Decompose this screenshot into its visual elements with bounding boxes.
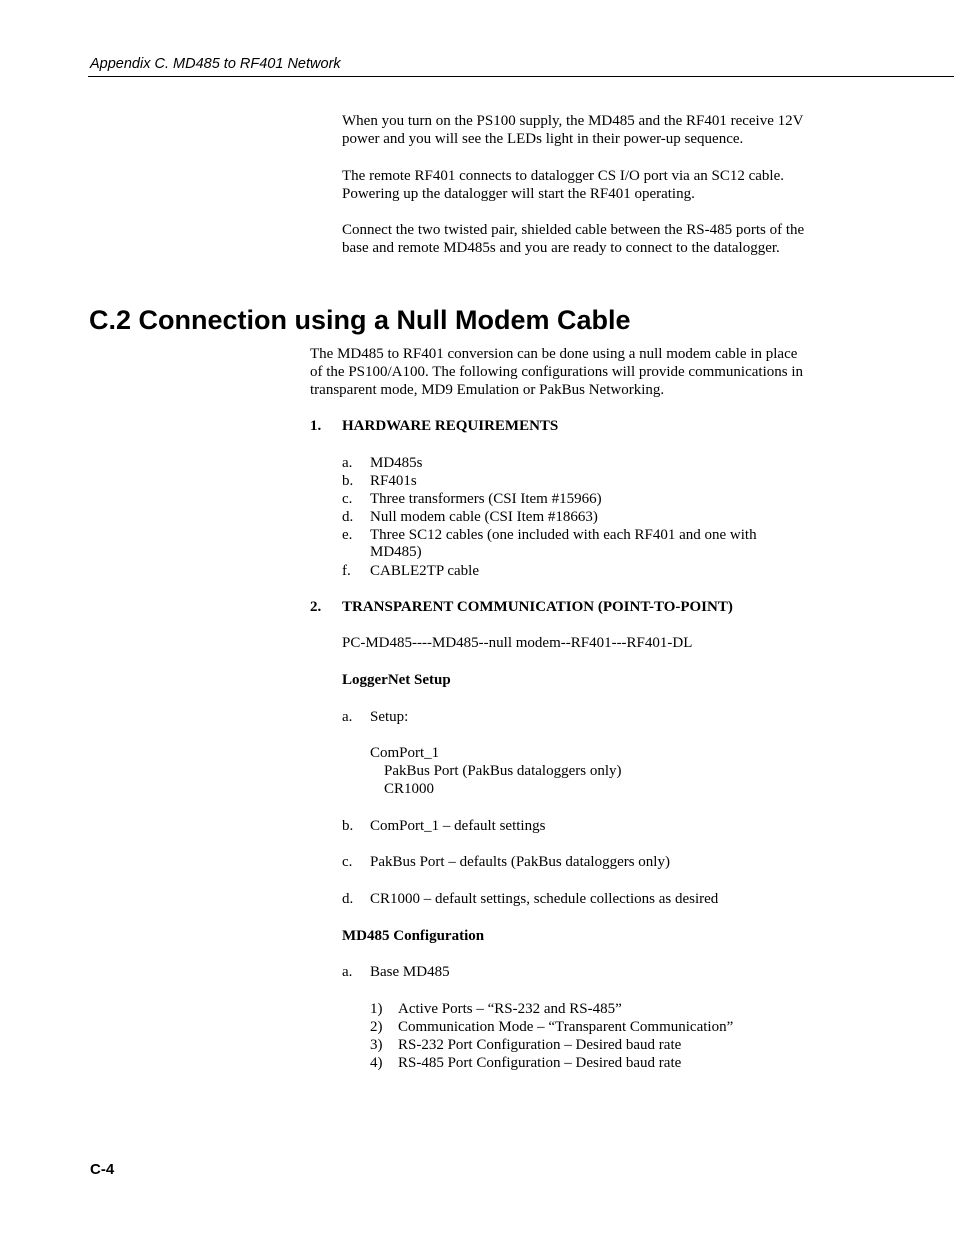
config-3-number: 3) (370, 1037, 383, 1053)
step-c: PakBus Port – defaults (PakBus dataloggers only) (370, 854, 670, 870)
hw-item-f-letter: f. (342, 563, 351, 579)
step-b-letter: b. (342, 818, 354, 834)
tree-pakbus-port: PakBus Port (PakBus dataloggers only) (384, 763, 622, 779)
intro-paragraph-3: Connect the two twisted pair, shielded cable between the RS-485 ports of the base and remote MD485s and you are ready to connect to the datalogger. (342, 222, 805, 257)
hw-item-e: Three SC12 cables (one included with each RF401 and one with (370, 527, 757, 543)
page-number: C-4 (90, 1161, 115, 1178)
config-4: RS-485 Port Configuration – Desired baud rate (398, 1055, 682, 1071)
tree-cr1000: CR1000 (384, 781, 435, 797)
hw-item-b: RF401s (370, 473, 417, 489)
hw-item-d-letter: d. (342, 509, 354, 525)
section-intro: The MD485 to RF401 conversion can be done using a null modem cable in place of the PS100/A100. The following configurations will provide communications in transparent mode, MD9 Emulation or PakBus Networking. (310, 346, 804, 399)
transparent-title: TRANSPARENT COMMUNICATION (POINT-TO-POINT) (342, 599, 733, 615)
hw-item-e-continued: MD485) (370, 544, 422, 560)
intro-paragraph-1: When you turn on the PS100 supply, the MD485 and the RF401 receive 12V power and you will see the LEDs light in their power-up sequence. (342, 113, 804, 148)
hw-item-b-letter: b. (342, 473, 354, 489)
base-md485-label: Base MD485 (370, 964, 450, 980)
section-heading: C.2 Connection using a Null Modem Cable (89, 305, 631, 335)
config-4-number: 4) (370, 1055, 383, 1071)
step-d-letter: d. (342, 891, 354, 907)
hardware-title: HARDWARE REQUIREMENTS (342, 418, 559, 434)
setup-letter: a. (342, 709, 353, 725)
base-md485-letter: a. (342, 964, 353, 980)
hw-item-c: Three transformers (CSI Item #15966) (370, 491, 602, 507)
running-header: Appendix C. MD485 to RF401 Network (90, 56, 341, 72)
step-b: ComPort_1 – default settings (370, 818, 546, 834)
config-1: Active Ports – “RS-232 and RS-485” (398, 1001, 622, 1017)
hw-item-c-letter: c. (342, 491, 353, 507)
hw-item-f: CABLE2TP cable (370, 563, 480, 579)
connection-path: PC-MD485----MD485--null modem--RF401---RF401-DL (342, 635, 693, 651)
step-d: CR1000 – default settings, schedule collections as desired (370, 891, 719, 907)
setup-label: Setup: (370, 709, 409, 725)
config-1-number: 1) (370, 1001, 383, 1017)
config-2: Communication Mode – “Transparent Communication” (398, 1019, 734, 1035)
hw-item-d: Null modem cable (CSI Item #18663) (370, 509, 598, 525)
step-c-letter: c. (342, 854, 353, 870)
hw-item-a-letter: a. (342, 455, 353, 471)
hardware-number: 1. (310, 418, 322, 434)
hw-item-a: MD485s (370, 455, 423, 471)
intro-paragraph-2: The remote RF401 connects to datalogger CS I/O port via an SC12 cable. Powering up the datalogger will start the RF401 operating. (342, 168, 784, 203)
config-2-number: 2) (370, 1019, 383, 1035)
hw-item-e-letter: e. (342, 527, 353, 543)
header-rule (88, 76, 954, 77)
config-3: RS-232 Port Configuration – Desired baud rate (398, 1037, 682, 1053)
tree-comport: ComPort_1 (370, 745, 440, 761)
md485-config-heading: MD485 Configuration (342, 928, 485, 944)
transparent-number: 2. (310, 599, 322, 615)
loggernet-setup-heading: LoggerNet Setup (342, 672, 451, 688)
